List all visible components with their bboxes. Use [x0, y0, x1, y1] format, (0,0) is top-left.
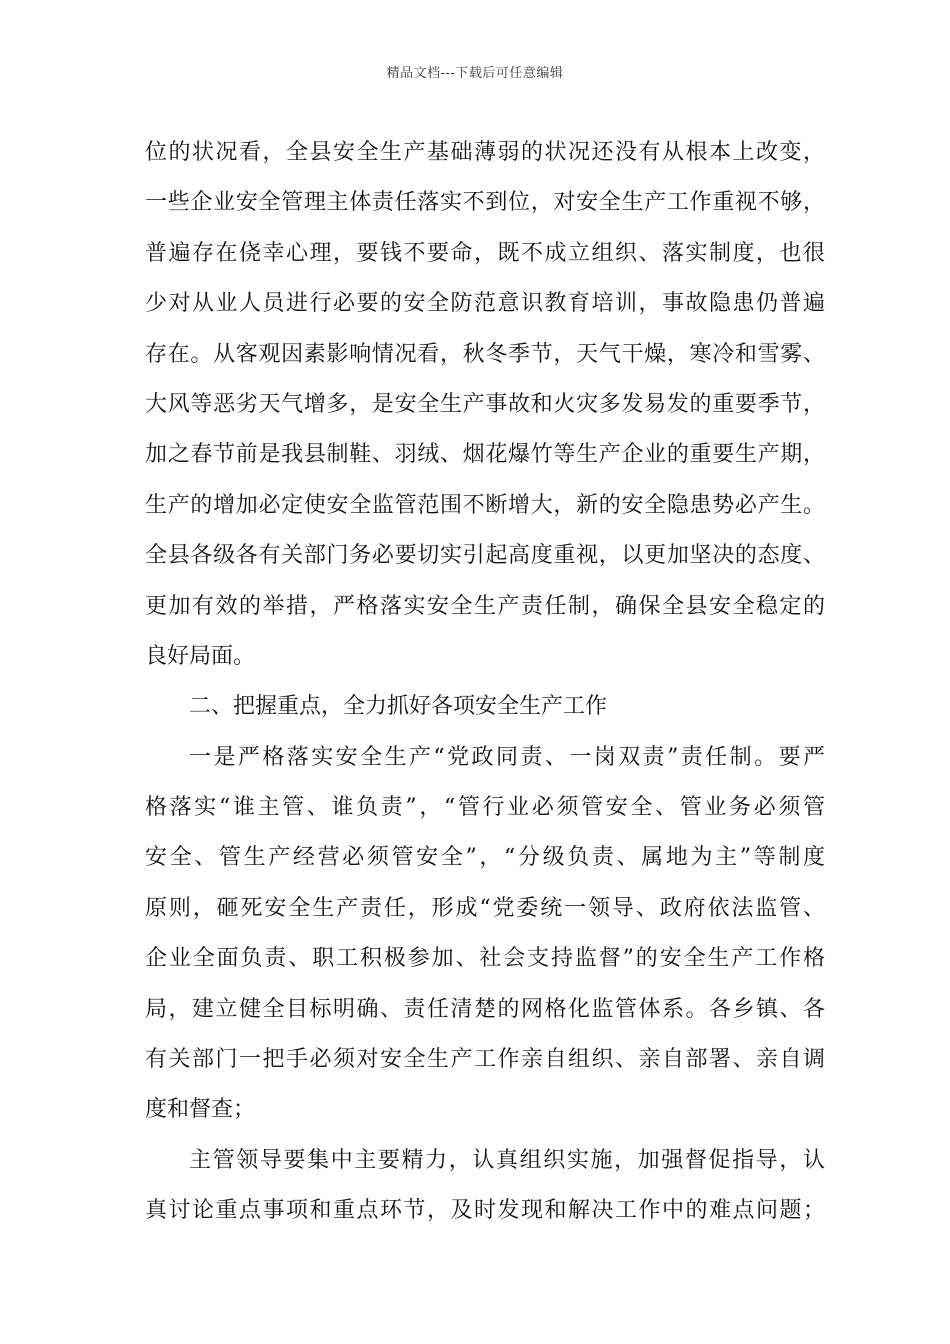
text-line: 局，建立健全目标明确、责任清楚的网格化监管体系。各乡镇、各: [145, 996, 825, 1022]
text-line: 真讨论重点事项和重点环节，及时发现和解决工作中的难点问题；: [145, 1198, 825, 1224]
page-header: 精品文档---下载后可任意编辑: [386, 66, 564, 81]
text-line: 企业全面负责、职工积极参加、社会支持监督”的安全生产工作格: [145, 946, 825, 972]
text-line: 存在。从客观因素影响情况看，秋冬季节，天气干燥，寒冷和雪雾、: [145, 341, 825, 367]
text-line: 度和督查；: [145, 1097, 256, 1123]
text-line: 主管领导要集中主要精力，认真组织实施，加强督促指导，认: [189, 1147, 825, 1173]
text-line: 普遍存在侥幸心理，要钱不要命，既不成立组织、落实制度，也很: [145, 240, 825, 266]
text-line: 有关部门一把手必须对安全生产工作亲自组织、亲自部署、亲自调: [145, 1047, 825, 1073]
text-line: 位的状况看，全县安全生产基础薄弱的状况还没有从根本上改变，: [145, 140, 825, 165]
text-line: 少对从业人员进行必要的安全防范意识教育培训，事故隐患仍普遍: [145, 291, 825, 317]
text-line: 一是严格落实安全生产“党政同责、一岗双责”责任制。要严: [189, 744, 825, 770]
section-heading: 二、把握重点，全力抓好各项安全生产工作: [189, 694, 608, 720]
text-line: 生产的增加必定使安全监管范围不断增大，新的安全隐患势必产生。: [145, 492, 825, 518]
text-line: 一些企业安全管理主体责任落实不到位，对安全生产工作重视不够，: [145, 190, 825, 216]
text-line: 大风等恶劣天气增多，是安全生产事故和火灾多发易发的重要季节，: [145, 391, 825, 417]
text-line: 更加有效的举措，严格落实安全生产责任制，确保全县安全稳定的: [145, 593, 825, 619]
text-line: 格落实“谁主管、谁负责”，“管行业必须管安全、管业务必须管: [145, 795, 825, 821]
text-line: 加之春节前是我县制鞋、羽绒、烟花爆竹等生产企业的重要生产期，: [145, 442, 825, 468]
document-body: [145, 128, 825, 1237]
text-line: 安全、管生产经营必须管安全”，“分级负责、属地为主”等制度: [145, 845, 825, 871]
text-line: 良好局面。: [145, 643, 256, 669]
text-line: 全县各级各有关部门务必要切实引起高度重视，以更加坚决的态度、: [145, 543, 825, 569]
text-line: 原则，砸死安全生产责任，形成“党委统一领导、政府依法监管、: [145, 895, 825, 921]
